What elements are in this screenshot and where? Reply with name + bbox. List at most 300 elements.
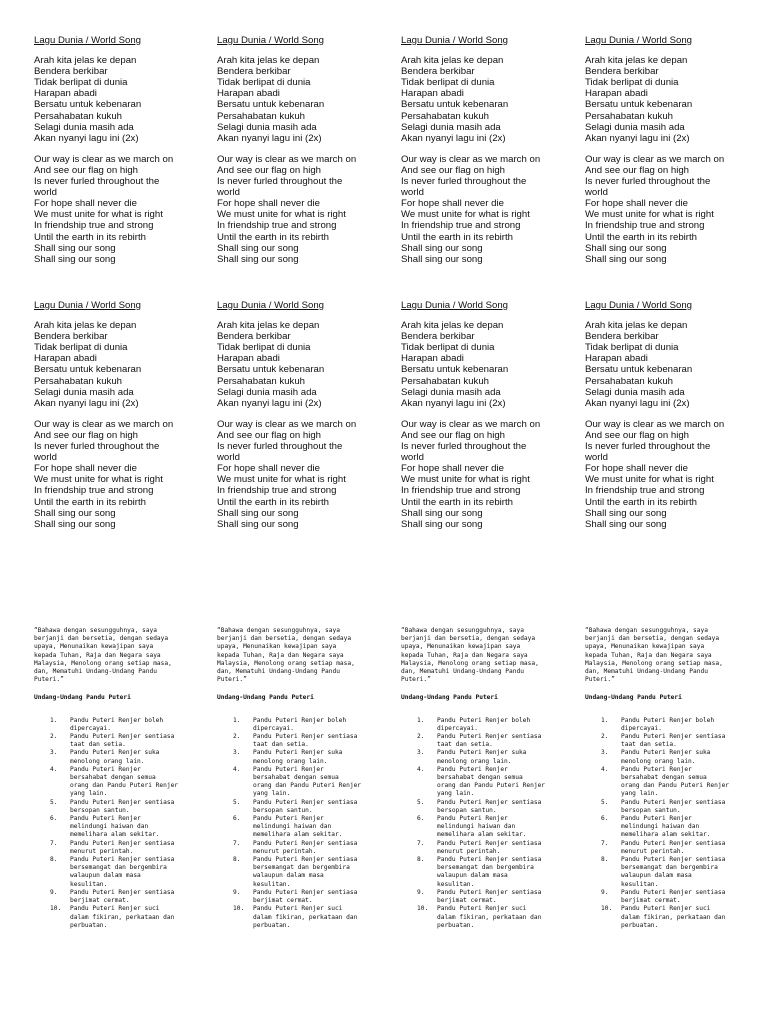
law-text-line: Pandu Puteri Renjer <box>621 815 692 823</box>
lyric-line: Akan nyanyi lagu ini (2x) <box>585 132 690 144</box>
law-number: 1. <box>601 716 609 724</box>
lyric-line: Akan nyanyi lagu ini (2x) <box>34 397 139 409</box>
oath-line: dan, Mematuhi Undang-Undang Pandu <box>217 668 340 676</box>
law-number: 6. <box>233 815 241 823</box>
lyric-line: Persahabatan kukuh <box>585 110 674 122</box>
lyric-line: Akan nyanyi lagu ini (2x) <box>401 397 506 409</box>
lyric-line: Persahabatan kukuh <box>34 375 123 387</box>
law-text-line: yang lain. <box>437 790 475 798</box>
law-text-line: orang dan Pandu Puteri Renjer <box>621 782 730 790</box>
oath-line: Malaysia, Menolong orang setiap masa, <box>401 659 539 667</box>
law-text-line: Pandu Puteri Renjer suci <box>621 905 711 913</box>
law-item <box>585 889 740 905</box>
lyric-line: Bendera berkibar <box>217 66 291 78</box>
lyric-line: For hope shall never die <box>217 463 320 475</box>
song-card <box>34 300 209 530</box>
english-lyrics <box>217 154 392 265</box>
law-item <box>217 766 372 799</box>
law-text-line: bersahabat dengan semua <box>253 774 339 782</box>
song-card <box>585 300 760 530</box>
oath-line: upaya, Menunaikan kewajipan saya <box>217 643 337 651</box>
law-item <box>401 749 556 765</box>
lyric-line: Shall sing our song <box>401 253 483 265</box>
law-text-line: Pandu Puteri Renjer sentiasa <box>253 733 358 741</box>
law-text-line: menurut perintah. <box>70 847 134 855</box>
law-text-line: Pandu Puteri Renjer suka <box>437 749 527 757</box>
law-text-line: taat dan setia. <box>437 741 493 749</box>
law-item <box>585 799 740 815</box>
lyric-line: Tidak berlipat di dunia <box>585 77 679 89</box>
law-number: 10. <box>50 905 62 913</box>
lyric-line: And see our flag on high <box>217 164 322 176</box>
lyric-line: For hope shall never die <box>401 198 504 210</box>
law-text-line: Pandu Puteri Renjer sentiasa <box>437 888 542 896</box>
lyric-line: We must unite for what is right <box>401 209 530 221</box>
law-text-line: berjimat cermat. <box>253 897 313 905</box>
oath-line: “Bahawa dengan sesungguhnya, saya <box>34 627 157 634</box>
oath-line: “Bahawa dengan sesungguhnya, saya <box>401 627 524 634</box>
law-number: 2. <box>233 733 241 741</box>
song-card <box>401 300 576 530</box>
oath-line: “Bahawa dengan sesungguhnya, saya <box>585 627 708 634</box>
law-text-line: walaupun dalam masa <box>253 872 324 880</box>
malay-lyrics <box>585 55 760 144</box>
law-number: 7. <box>601 839 609 847</box>
lyric-line: Harapan abadi <box>585 88 648 100</box>
law-item <box>34 815 189 840</box>
oath-line: Puteri.” <box>585 676 615 684</box>
lyric-line: Until the earth in its rebirth <box>217 496 329 508</box>
law-text-line: menolong orang lain. <box>621 757 696 765</box>
lyric-line: Our way is clear as we march on <box>34 153 174 165</box>
law-text-line: melindungi haiwan dan <box>621 823 700 831</box>
law-text-line: memelihara alam sekitar. <box>70 831 160 839</box>
lyric-line: Tidak berlipat di dunia <box>585 342 679 354</box>
lyric-line: Until the earth in its rebirth <box>401 231 513 243</box>
lyric-line: Shall sing our song <box>217 253 299 265</box>
oath-line: Puteri.” <box>401 676 431 684</box>
lyric-line: Harapan abadi <box>34 353 97 365</box>
lyric-line: Arah kita jelas ke depan <box>401 55 504 67</box>
law-number: 5. <box>417 798 425 806</box>
song-title: Lagu Dunia / World Song <box>217 35 325 46</box>
lyric-line: Persahabatan kukuh <box>217 375 306 387</box>
law-text-line: perbuatan. <box>253 921 291 929</box>
law-item <box>401 766 556 799</box>
lyric-line: Arah kita jelas ke depan <box>585 320 688 332</box>
song-title: Lagu Dunia / World Song <box>585 300 693 311</box>
lyric-line: Akan nyanyi lagu ini (2x) <box>217 132 322 144</box>
law-number: 8. <box>233 856 241 864</box>
lyric-line: Bersatu untuk kebenaran <box>585 364 693 376</box>
lyric-line: And see our flag on high <box>401 429 506 441</box>
lyric-line: Shall sing our song <box>34 507 116 519</box>
lyric-line: And see our flag on high <box>585 429 690 441</box>
law-item <box>401 799 556 815</box>
oath-line: Malaysia, Menolong orang setiap masa, <box>217 659 355 667</box>
lyric-line: In friendship true and strong <box>34 220 154 232</box>
law-item <box>585 840 740 856</box>
law-number: 3. <box>601 749 609 757</box>
law-text-line: Pandu Puteri Renjer sentiasa <box>621 798 726 806</box>
law-text-line: dalam fikiran, perkataan dan <box>437 913 542 921</box>
lyric-line: For hope shall never die <box>585 198 688 210</box>
oath-line: kepada Tuhan, Raja dan Negara saya <box>34 651 161 659</box>
lyric-line: Akan nyanyi lagu ini (2x) <box>34 132 139 144</box>
law-item <box>34 905 189 930</box>
lyric-line: In friendship true and strong <box>585 485 705 497</box>
law-text-line: memelihara alam sekitar. <box>621 831 711 839</box>
law-text-line: Pandu Puteri Renjer <box>437 765 508 773</box>
pledge-oath <box>585 627 740 684</box>
law-text-line: bersopan santun. <box>621 806 681 814</box>
law-text-line: Pandu Puteri Renjer suka <box>621 749 711 757</box>
lyric-line: And see our flag on high <box>217 429 322 441</box>
lyric-line: Shall sing our song <box>217 507 299 519</box>
laws-list <box>585 717 740 930</box>
malay-lyrics <box>401 55 576 144</box>
law-number: 4. <box>50 765 58 773</box>
lyric-line: In friendship true and strong <box>217 220 337 232</box>
law-text-line: Pandu Puteri Renjer <box>70 815 141 823</box>
law-text-line: menolong orang lain. <box>253 757 328 765</box>
oath-line: Malaysia, Menolong orang setiap masa, <box>34 659 172 667</box>
law-number: 9. <box>233 888 241 896</box>
law-text-line: Pandu Puteri Renjer suka <box>253 749 343 757</box>
law-number: 3. <box>50 749 58 757</box>
lyric-line: We must unite for what is right <box>34 209 163 221</box>
law-item <box>585 717 740 733</box>
pledge-card <box>34 627 189 930</box>
law-number: 7. <box>50 839 58 847</box>
lyric-line: Bendera berkibar <box>34 66 108 78</box>
lyric-line: And see our flag on high <box>585 164 690 176</box>
lyric-line: Shall sing our song <box>217 518 299 530</box>
law-number: 7. <box>233 839 241 847</box>
lyric-line: Arah kita jelas ke depan <box>401 320 504 332</box>
lyric-line: Bersatu untuk kebenaran <box>217 99 325 111</box>
law-text-line: melindungi haiwan dan <box>253 823 332 831</box>
law-item <box>401 889 556 905</box>
law-text-line: Pandu Puteri Renjer sentiasa <box>253 798 358 806</box>
lyric-line: Harapan abadi <box>34 88 97 100</box>
lyric-line: Selagi dunia masih ada <box>217 121 317 133</box>
lyric-line: Bendera berkibar <box>401 66 475 78</box>
lyric-line: Selagi dunia masih ada <box>34 121 134 133</box>
lyric-line: For hope shall never die <box>585 463 688 475</box>
law-text-line: Pandu Puteri Renjer boleh <box>70 716 164 724</box>
law-number: 4. <box>417 765 425 773</box>
lyric-line: Bersatu untuk kebenaran <box>34 99 142 111</box>
law-text-line: kesulitan. <box>437 880 475 888</box>
lyric-line: We must unite for what is right <box>401 474 530 486</box>
lyric-line: We must unite for what is right <box>585 474 714 486</box>
lyric-line: Our way is clear as we march on <box>217 153 357 165</box>
lyric-line: Harapan abadi <box>217 353 280 365</box>
lyric-line: Selagi dunia masih ada <box>585 121 685 133</box>
law-text-line: Pandu Puteri Renjer sentiasa <box>621 839 726 847</box>
law-number: 3. <box>233 749 241 757</box>
lyric-line: Tidak berlipat di dunia <box>217 342 311 354</box>
law-text-line: dipercayai. <box>437 724 478 732</box>
oath-line: kepada Tuhan, Raja dan Negara saya <box>217 651 344 659</box>
lyric-line: Bersatu untuk kebenaran <box>217 364 325 376</box>
lyric-line: Is never furled throughout the <box>217 176 343 188</box>
lyric-line: For hope shall never die <box>34 198 137 210</box>
law-text-line: Pandu Puteri Renjer sentiasa <box>70 888 175 896</box>
law-text-line: bersemangat dan bergembira <box>253 864 350 872</box>
lyric-line: And see our flag on high <box>34 164 139 176</box>
law-number: 8. <box>417 856 425 864</box>
lyric-line: world <box>34 187 57 199</box>
law-text-line: menurut perintah. <box>621 847 685 855</box>
law-text-line: Pandu Puteri Renjer suci <box>437 905 527 913</box>
law-text-line: perbuatan. <box>437 921 475 929</box>
lyric-line: Bendera berkibar <box>585 66 659 78</box>
law-text-line: bersahabat dengan semua <box>621 774 707 782</box>
malay-lyrics <box>34 55 209 144</box>
lyric-line: Tidak berlipat di dunia <box>34 342 128 354</box>
oath-line: dan, Mematuhi Undang-Undang Pandu <box>585 668 708 676</box>
law-item <box>217 799 372 815</box>
lyric-line: Selagi dunia masih ada <box>401 386 501 398</box>
law-number: 8. <box>601 856 609 864</box>
lyric-line: Arah kita jelas ke depan <box>217 320 320 332</box>
law-text-line: bersopan santun. <box>437 806 497 814</box>
pledge-oath <box>217 627 372 684</box>
laws-title: Undang-Undang Pandu Puteri <box>217 694 314 702</box>
lyric-line: Selagi dunia masih ada <box>34 386 134 398</box>
lyric-line: Until the earth in its rebirth <box>401 496 513 508</box>
english-lyrics <box>401 419 576 530</box>
lyric-line: world <box>401 452 424 464</box>
lyric-line: Our way is clear as we march on <box>585 418 725 430</box>
lyric-line: Until the earth in its rebirth <box>585 496 697 508</box>
lyric-line: In friendship true and strong <box>34 485 154 497</box>
song-card <box>217 300 392 530</box>
malay-lyrics <box>34 320 209 409</box>
lyric-line: Bersatu untuk kebenaran <box>401 364 509 376</box>
law-text-line: dalam fikiran, perkataan dan <box>621 913 726 921</box>
lyric-line: For hope shall never die <box>34 463 137 475</box>
law-text-line: bersemangat dan bergembira <box>437 864 534 872</box>
lyric-line: Akan nyanyi lagu ini (2x) <box>401 132 506 144</box>
english-lyrics <box>34 154 209 265</box>
law-item <box>34 766 189 799</box>
lyric-line: Selagi dunia masih ada <box>217 386 317 398</box>
laws-title: Undang-Undang Pandu Puteri <box>401 694 498 702</box>
law-number: 8. <box>50 856 58 864</box>
lyric-line: world <box>401 187 424 199</box>
law-number: 1. <box>417 716 425 724</box>
law-number: 5. <box>233 798 241 806</box>
law-item <box>585 749 740 765</box>
lyric-line: Bersatu untuk kebenaran <box>401 99 509 111</box>
law-text-line: Pandu Puteri Renjer sentiasa <box>70 798 175 806</box>
law-text-line: bersopan santun. <box>253 806 313 814</box>
oath-line: Malaysia, Menolong orang setiap masa, <box>585 659 723 667</box>
law-number: 5. <box>601 798 609 806</box>
law-text-line: yang lain. <box>253 790 291 798</box>
song-title: Lagu Dunia / World Song <box>34 300 142 311</box>
law-text-line: orang dan Pandu Puteri Renjer <box>70 782 179 790</box>
lyric-line: Harapan abadi <box>585 353 648 365</box>
english-lyrics <box>217 419 392 530</box>
law-text-line: Pandu Puteri Renjer <box>621 765 692 773</box>
lyric-line: Selagi dunia masih ada <box>585 386 685 398</box>
law-number: 1. <box>50 716 58 724</box>
law-number: 9. <box>417 888 425 896</box>
law-text-line: kesulitan. <box>70 880 108 888</box>
oath-line: kepada Tuhan, Raja dan Negara saya <box>585 651 712 659</box>
law-item <box>217 717 372 733</box>
lyric-line: Shall sing our song <box>401 518 483 530</box>
lyric-line: Bendera berkibar <box>217 331 291 343</box>
law-text-line: taat dan setia. <box>70 741 126 749</box>
law-item <box>401 717 556 733</box>
lyric-line: Our way is clear as we march on <box>34 418 174 430</box>
law-item <box>34 733 189 749</box>
law-text-line: Pandu Puteri Renjer <box>437 815 508 823</box>
law-text-line: perbuatan. <box>621 921 659 929</box>
lyric-line: Bendera berkibar <box>34 331 108 343</box>
law-text-line: yang lain. <box>621 790 659 798</box>
law-item <box>34 840 189 856</box>
lyric-line: Selagi dunia masih ada <box>401 121 501 133</box>
lyric-line: And see our flag on high <box>34 429 139 441</box>
law-number: 1. <box>233 716 241 724</box>
pledge-card <box>217 627 372 930</box>
law-item <box>34 749 189 765</box>
lyric-line: Until the earth in its rebirth <box>34 231 146 243</box>
lyric-line: Our way is clear as we march on <box>401 153 541 165</box>
lyric-line: We must unite for what is right <box>34 474 163 486</box>
lyric-line: In friendship true and strong <box>401 220 521 232</box>
law-text-line: Pandu Puteri Renjer sentiasa <box>437 798 542 806</box>
law-text-line: Pandu Puteri Renjer sentiasa <box>437 839 542 847</box>
lyric-line: Shall sing our song <box>401 242 483 254</box>
law-text-line: Pandu Puteri Renjer sentiasa <box>621 888 726 896</box>
lyric-line: Our way is clear as we march on <box>217 418 357 430</box>
law-text-line: Pandu Puteri Renjer sentiasa <box>437 856 542 864</box>
law-item <box>401 840 556 856</box>
law-text-line: kesulitan. <box>253 880 291 888</box>
law-text-line: dipercayai. <box>70 724 111 732</box>
law-text-line: Pandu Puteri Renjer suka <box>70 749 160 757</box>
lyric-line: Persahabatan kukuh <box>401 375 490 387</box>
law-item <box>585 856 740 889</box>
law-item <box>217 749 372 765</box>
lyric-line: Persahabatan kukuh <box>585 375 674 387</box>
lyric-line: Tidak berlipat di dunia <box>217 77 311 89</box>
law-number: 9. <box>601 888 609 896</box>
lyric-line: world <box>217 452 240 464</box>
lyric-line: Shall sing our song <box>585 242 667 254</box>
law-item <box>401 815 556 840</box>
lyric-line: Persahabatan kukuh <box>401 110 490 122</box>
lyric-line: Our way is clear as we march on <box>585 153 725 165</box>
song-title: Lagu Dunia / World Song <box>401 300 509 311</box>
pledge-card <box>585 627 740 930</box>
song-card <box>585 35 760 265</box>
lyric-line: Shall sing our song <box>585 518 667 530</box>
lyric-line: Bersatu untuk kebenaran <box>585 99 693 111</box>
lyric-line: Arah kita jelas ke depan <box>34 320 137 332</box>
law-text-line: walaupun dalam masa <box>437 872 508 880</box>
lyric-line: For hope shall never die <box>217 198 320 210</box>
oath-line: dan, Mematuhi Undang-Undang Pandu <box>34 668 157 676</box>
law-item <box>585 733 740 749</box>
lyric-line: Persahabatan kukuh <box>34 110 123 122</box>
lyric-line: world <box>585 187 608 199</box>
lyric-line: Arah kita jelas ke depan <box>217 55 320 67</box>
law-number: 7. <box>417 839 425 847</box>
law-text-line: orang dan Pandu Puteri Renjer <box>437 782 546 790</box>
law-text-line: bersemangat dan bergembira <box>70 864 167 872</box>
english-lyrics <box>585 419 760 530</box>
law-text-line: bersopan santun. <box>70 806 130 814</box>
lyric-line: We must unite for what is right <box>217 474 346 486</box>
law-text-line: Pandu Puteri Renjer sentiasa <box>253 888 358 896</box>
lyric-line: Shall sing our song <box>34 518 116 530</box>
song-title: Lagu Dunia / World Song <box>401 35 509 46</box>
oath-line: Puteri.” <box>34 676 64 684</box>
law-number: 6. <box>601 815 609 823</box>
law-item <box>217 815 372 840</box>
law-text-line: Pandu Puteri Renjer boleh <box>253 716 347 724</box>
law-item <box>401 905 556 930</box>
law-item <box>34 799 189 815</box>
lyric-line: Harapan abadi <box>401 353 464 365</box>
law-item <box>34 889 189 905</box>
lyric-line: Until the earth in its rebirth <box>34 496 146 508</box>
law-item <box>585 766 740 799</box>
laws-title: Undang-Undang Pandu Puteri <box>585 694 682 702</box>
pledge-oath <box>401 627 556 684</box>
oath-line: upaya, Menunaikan kewajipan saya <box>34 643 154 651</box>
malay-lyrics <box>585 320 760 409</box>
lyric-line: And see our flag on high <box>401 164 506 176</box>
lyric-line: Until the earth in its rebirth <box>217 231 329 243</box>
lyric-line: Arah kita jelas ke depan <box>585 55 688 67</box>
lyric-line: Tidak berlipat di dunia <box>401 342 495 354</box>
law-text-line: dipercayai. <box>621 724 662 732</box>
lyric-line: world <box>585 452 608 464</box>
law-text-line: berjimat cermat. <box>621 897 681 905</box>
law-number: 5. <box>50 798 58 806</box>
law-text-line: perbuatan. <box>70 921 108 929</box>
laws-list <box>217 717 372 930</box>
lyric-line: Is never furled throughout the <box>401 176 527 188</box>
english-lyrics <box>401 154 576 265</box>
law-text-line: melindungi haiwan dan <box>437 823 516 831</box>
law-item <box>217 840 372 856</box>
law-text-line: kesulitan. <box>621 880 659 888</box>
laws-title: Undang-Undang Pandu Puteri <box>34 694 131 702</box>
lyric-line: world <box>34 452 57 464</box>
law-text-line: Pandu Puteri Renjer sentiasa <box>70 856 175 864</box>
song-card <box>401 35 576 265</box>
song-card <box>34 35 209 265</box>
law-text-line: Pandu Puteri Renjer sentiasa <box>621 856 726 864</box>
oath-line: berjanji dan bersetia, dengan sedaya <box>217 635 352 643</box>
laws-list <box>401 717 556 930</box>
law-text-line: walaupun dalam masa <box>70 872 141 880</box>
lyric-line: We must unite for what is right <box>217 209 346 221</box>
lyric-line: In friendship true and strong <box>585 220 705 232</box>
oath-line: “Bahawa dengan sesungguhnya, saya <box>217 627 340 634</box>
law-number: 10. <box>233 905 245 913</box>
